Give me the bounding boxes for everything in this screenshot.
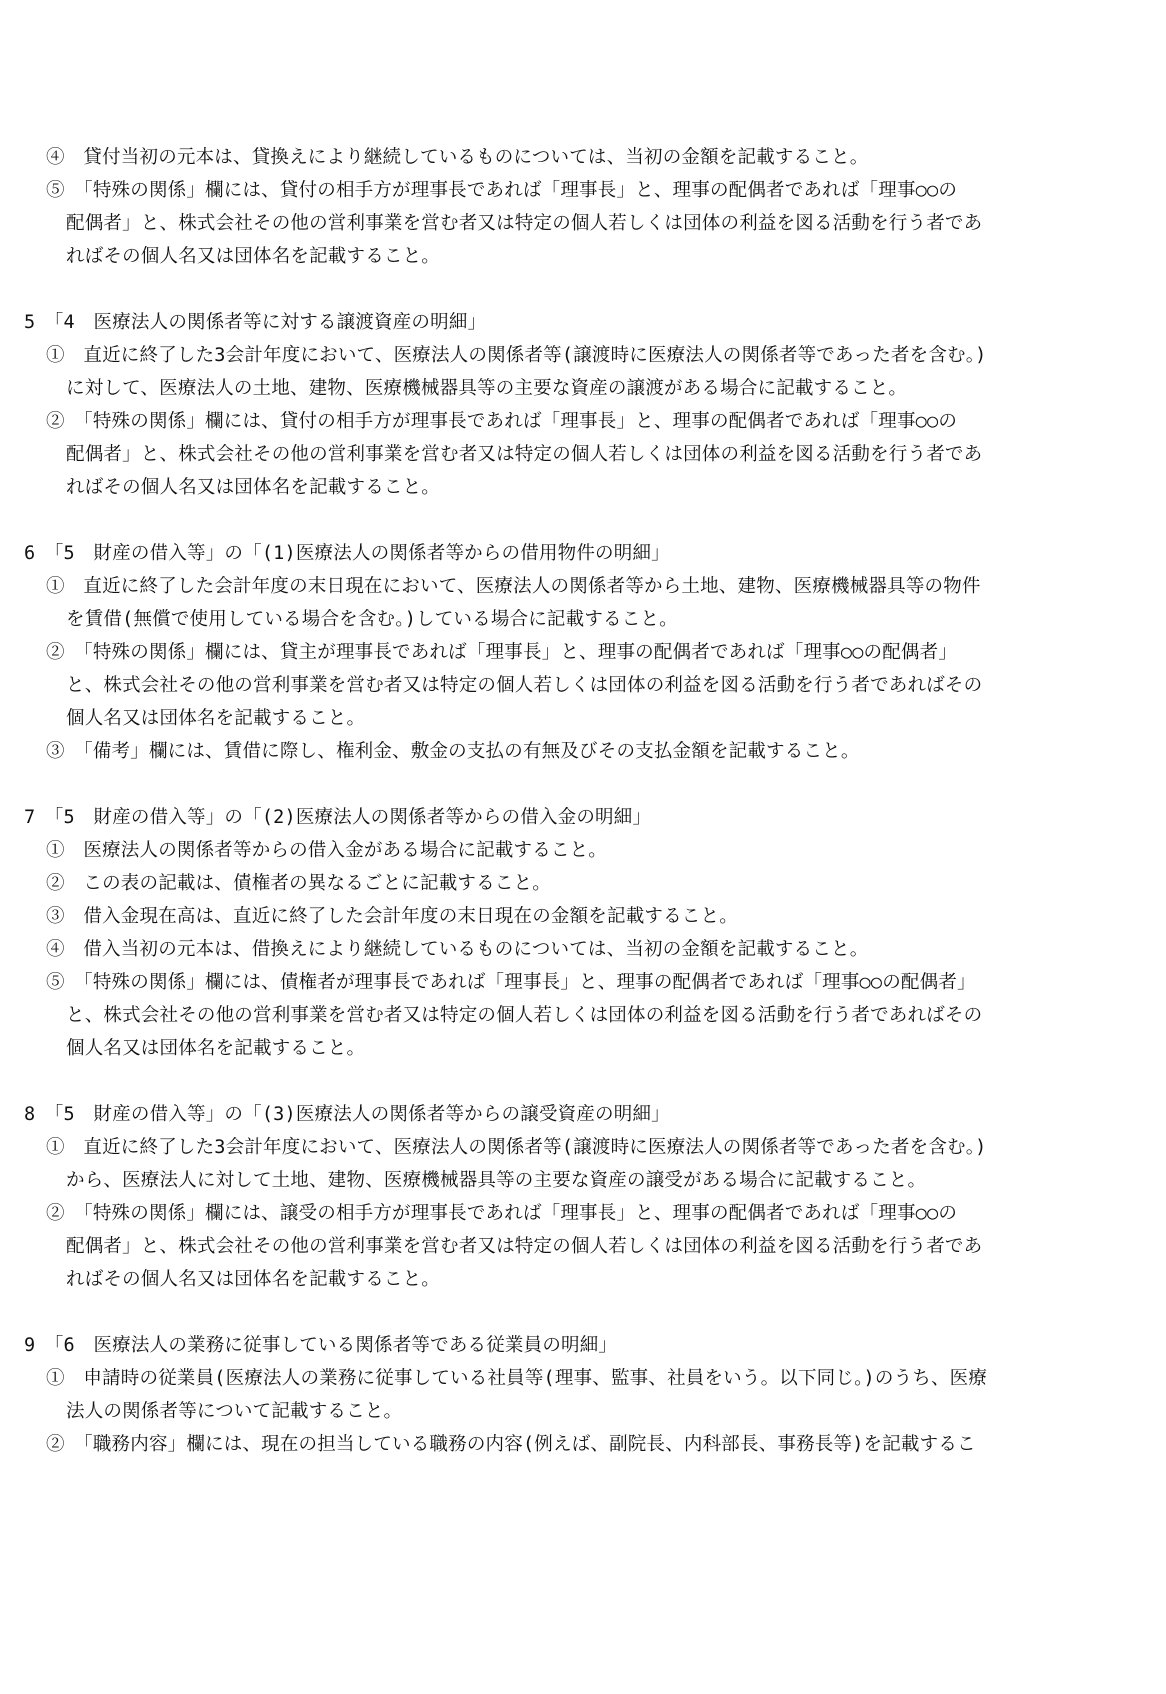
section-heading: 7 「5 財産の借入等」の「(2)医療法人の関係者等からの借入金の明細」 (24, 807, 652, 828)
text-line: ればその個人名又は団体名を記載すること。 (66, 246, 441, 267)
section-heading: 5 「4 医療法人の関係者等に対する譲渡資産の明細」 (24, 312, 487, 333)
section-heading: 8 「5 財産の借入等」の「(3)医療法人の関係者等からの譲受資産の明細」 (24, 1104, 670, 1125)
text-line: ② 「職務内容」欄には、現在の担当している職務の内容(例えば、副院長、内科部長、事務長等)を記載するこ (46, 1434, 976, 1455)
text-line: ① 直近に終了した3会計年度において、医療法人の関係者等(譲渡時に医療法人の関係者等であった者を含む。) (46, 1137, 987, 1158)
text-line: から、医療法人に対して土地、建物、医療機械器具等の主要な資産の譲受がある場合に記載すること。 (66, 1170, 927, 1191)
text-line: ② 「特殊の関係」欄には、貸主が理事長であれば「理事長」と、理事の配偶者であれば「理事○○の配偶者」 (46, 642, 958, 663)
text-line: 個人名又は団体名を記載すること。 (66, 708, 366, 729)
text-line: ① 直近に終了した会計年度の末日現在において、医療法人の関係者等から土地、建物、医療機械器具等の物件 (46, 576, 981, 597)
text-line: ればその個人名又は団体名を記載すること。 (66, 1269, 441, 1290)
text-line: ⑤ 「特殊の関係」欄には、貸付の相手方が理事長であれば「理事長」と、理事の配偶者であれば「理事○○の (46, 180, 958, 201)
text-line: ② この表の記載は、債権者の異なるごとに記載すること。 (46, 873, 551, 894)
text-line: 配偶者」と、株式会社その他の営利事業を営む者又は特定の個人若しくは団体の利益を図る活動を行う者であ (66, 213, 983, 234)
text-line: を賃借(無償で使用している場合を含む。)している場合に記載すること。 (66, 609, 678, 630)
text-line: ② 「特殊の関係」欄には、譲受の相手方が理事長であれば「理事長」と、理事の配偶者であれば「理事○○の (46, 1203, 958, 1224)
text-line: 配偶者」と、株式会社その他の営利事業を営む者又は特定の個人若しくは団体の利益を図る活動を行う者であ (66, 444, 983, 465)
text-line: ② 「特殊の関係」欄には、貸付の相手方が理事長であれば「理事長」と、理事の配偶者であれば「理事○○の (46, 411, 958, 432)
text-line: ① 申請時の従業員(医療法人の業務に従事している社員等(理事、監事、社員をいう。以下同じ。)のうち、医療 (46, 1368, 988, 1389)
text-line: 法人の関係者等について記載すること。 (66, 1401, 403, 1422)
text-line: と、株式会社その他の営利事業を営む者又は特定の個人若しくは団体の利益を図る活動を行う者であればその (66, 675, 983, 696)
text-line: に対して、医療法人の土地、建物、医療機械器具等の主要な資産の譲渡がある場合に記載すること。 (66, 378, 908, 399)
section-heading: 9 「6 医療法人の業務に従事している関係者等である従業員の明細」 (24, 1335, 618, 1356)
text-line: 配偶者」と、株式会社その他の営利事業を営む者又は特定の個人若しくは団体の利益を図る活動を行う者であ (66, 1236, 983, 1257)
text-line: ⑤ 「特殊の関係」欄には、債権者が理事長であれば「理事長」と、理事の配偶者であれば「理事○○の配偶者」 (46, 972, 976, 993)
text-line: ればその個人名又は団体名を記載すること。 (66, 477, 441, 498)
text-line: 個人名又は団体名を記載すること。 (66, 1038, 366, 1059)
text-line: と、株式会社その他の営利事業を営む者又は特定の個人若しくは団体の利益を図る活動を行う者であればその (66, 1005, 983, 1026)
text-line: ④ 貸付当初の元本は、貸換えにより継続しているものについては、当初の金額を記載すること。 (46, 147, 869, 168)
text-line: ④ 借入当初の元本は、借換えにより継続しているものについては、当初の金額を記載すること。 (46, 939, 869, 960)
text-line: ③ 借入金現在高は、直近に終了した会計年度の末日現在の金額を記載すること。 (46, 906, 738, 927)
text-line: ① 直近に終了した3会計年度において、医療法人の関係者等(譲渡時に医療法人の関係者等であった者を含む。) (46, 345, 987, 366)
text-line: ③ 「備考」欄には、賃借に際し、権利金、敷金の支払の有無及びその支払金額を記載すること。 (46, 741, 860, 762)
section-heading: 6 「5 財産の借入等」の「(1)医療法人の関係者等からの借用物件の明細」 (24, 543, 670, 564)
text-line: ① 医療法人の関係者等からの借入金がある場合に記載すること。 (46, 840, 608, 861)
